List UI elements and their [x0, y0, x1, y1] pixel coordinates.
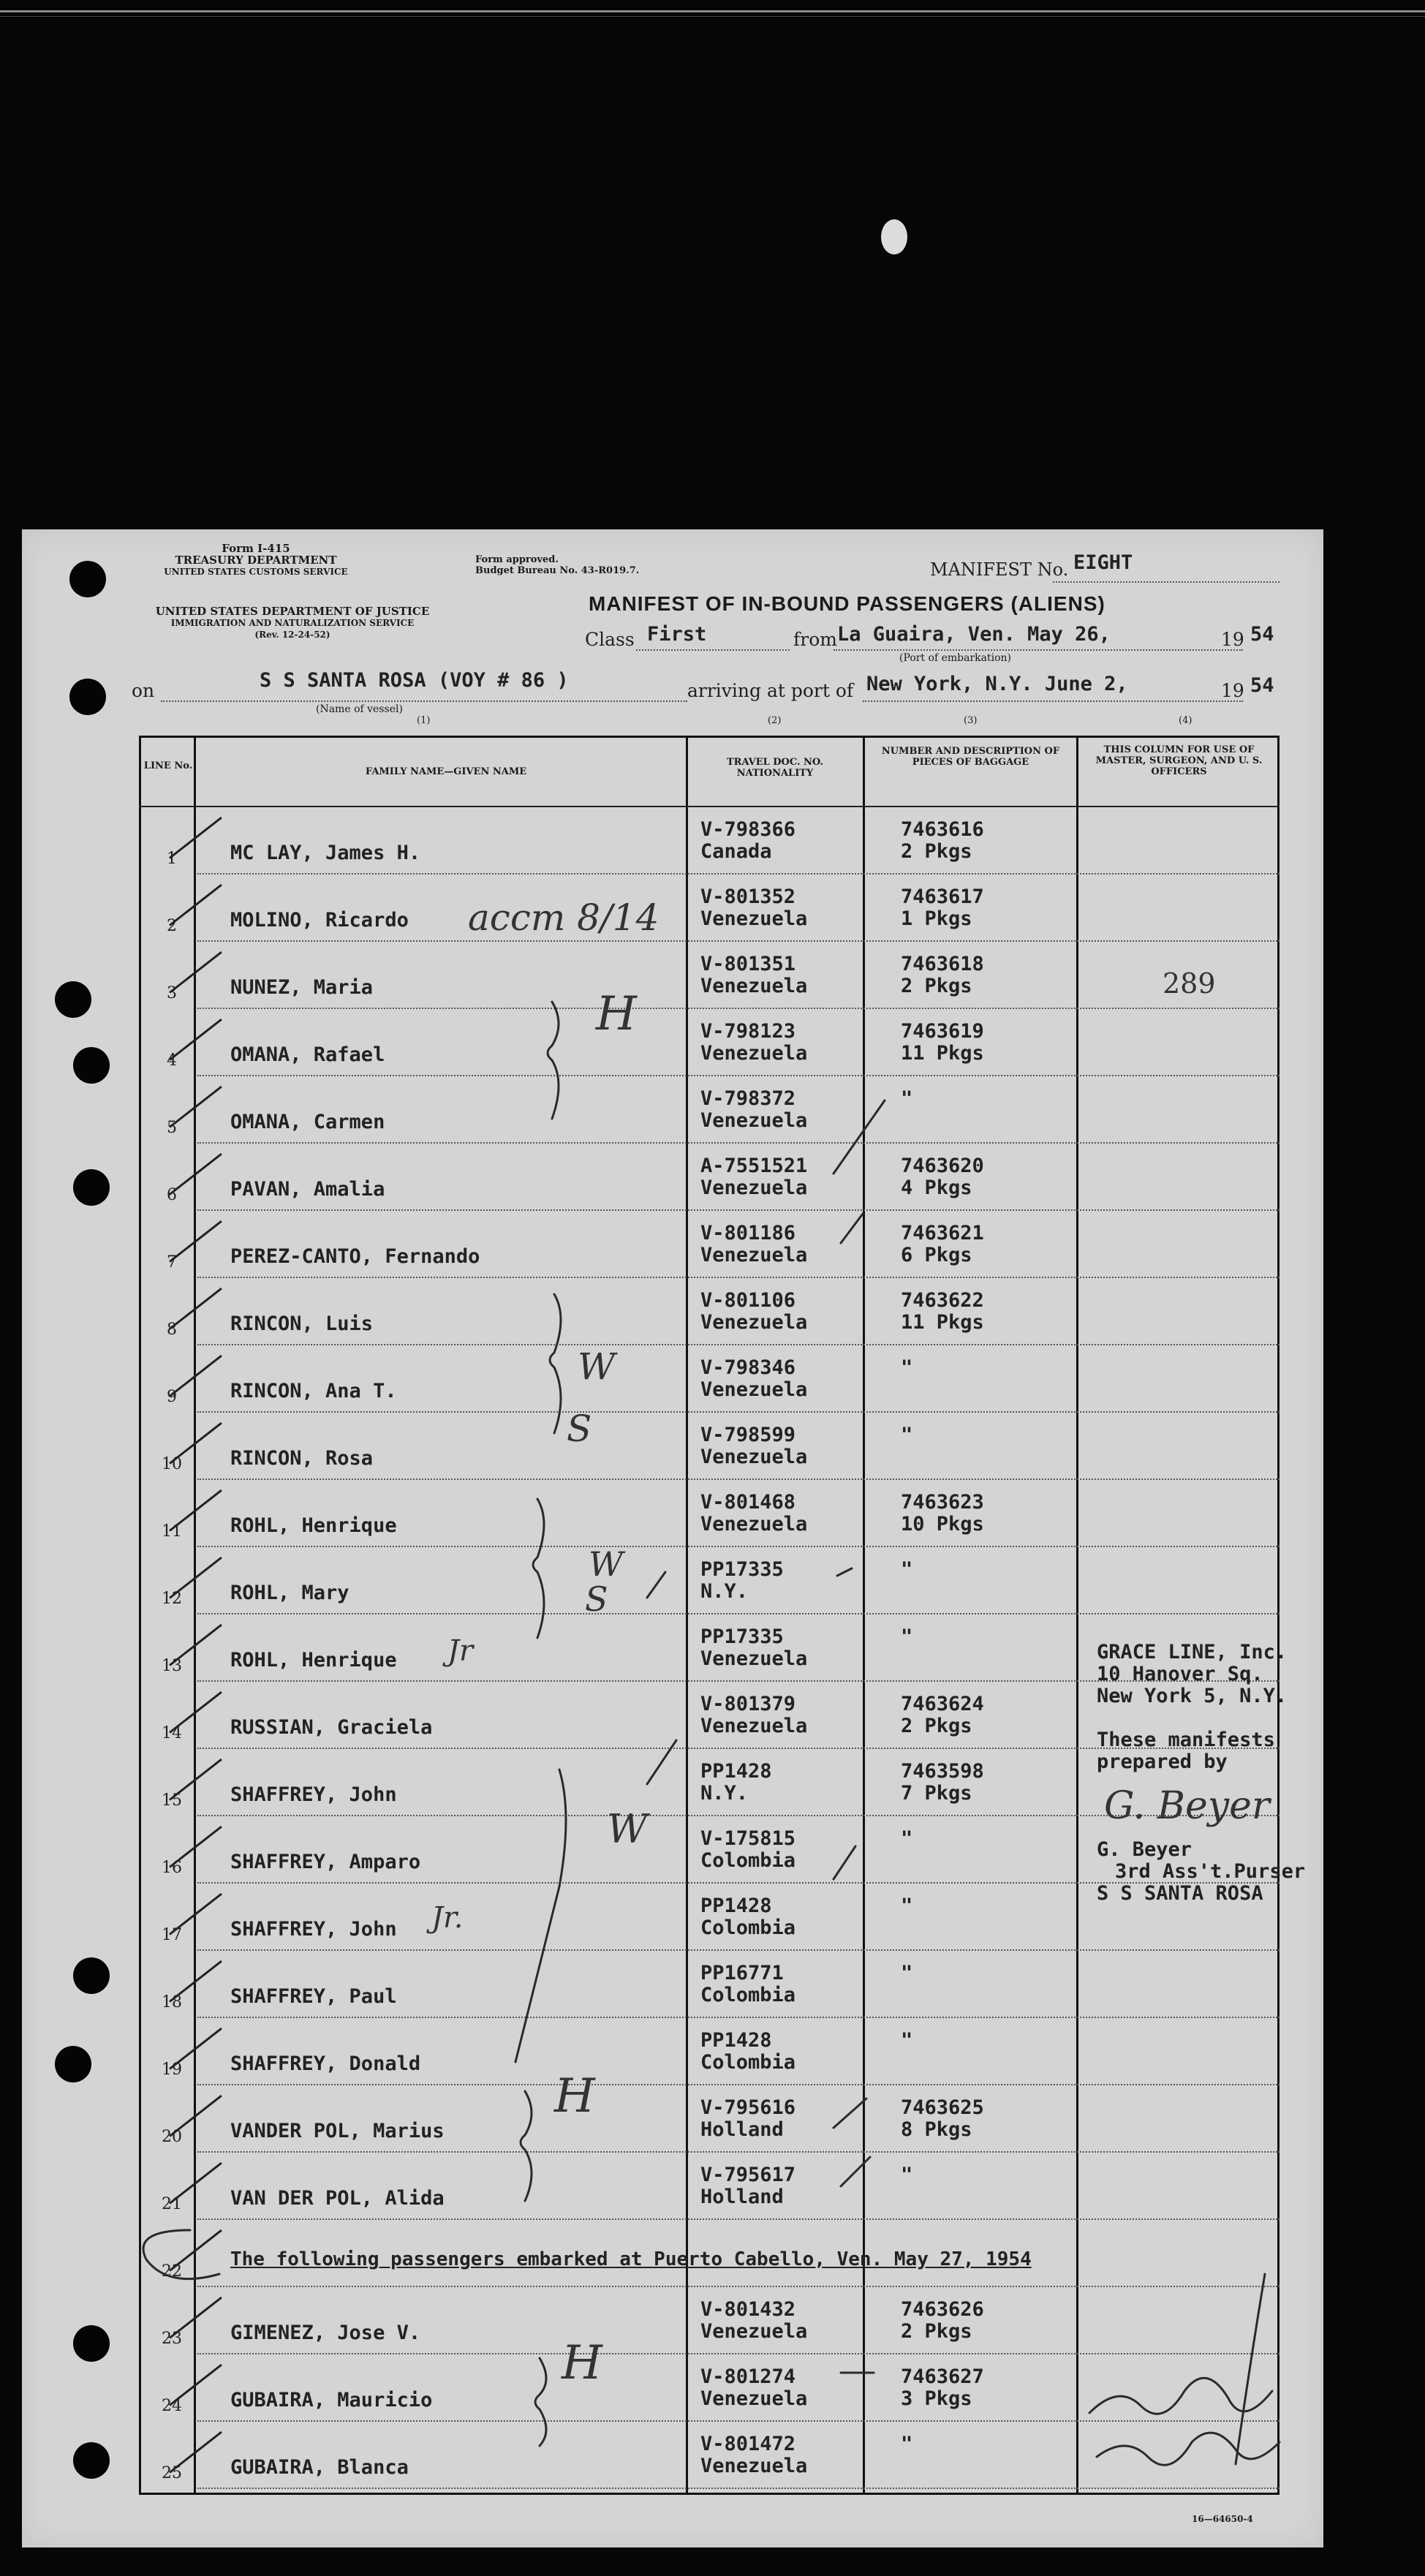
travel-doc-number: V-801468 [700, 1491, 796, 1514]
passenger-name: MOLINO, Ricardo [230, 909, 409, 932]
travel-doc-number: V-801274 [700, 2365, 796, 2388]
row-line-number: 24 [162, 2397, 182, 2415]
baggage-pieces: 2 Pkgs [901, 1715, 972, 1737]
passenger-name: ROHL, Mary [230, 1582, 349, 1604]
nationality: Venezuela [700, 1647, 808, 1670]
passenger-name: ROHL, Henrique [230, 1514, 397, 1537]
travel-doc-number: V-801351 [700, 953, 796, 975]
row-line-number: 20 [162, 2128, 182, 2146]
passenger-name: SHAFFREY, Donald [230, 2052, 421, 2075]
manifest-no-value: EIGHT [1073, 551, 1133, 574]
passenger-name: SHAFFREY, John [230, 1783, 397, 1806]
check-mark [647, 1740, 676, 1784]
budget-bureau: Budget Bureau No. 43-R019.7. [475, 565, 640, 576]
vessel-name: S S SANTA ROSA (VOY # 86 ) [260, 669, 569, 692]
travel-doc-number: V-795617 [700, 2164, 796, 2186]
row-line-number: 7 [167, 1253, 177, 1272]
footer-code: 16—64650-4 [1192, 2514, 1253, 2524]
bracket-mark [535, 2358, 546, 2446]
on-label: on [132, 680, 155, 701]
ins-service: IMMIGRATION AND NATURALIZATION SERVICE [170, 618, 415, 628]
vessel-note: (Name of vessel) [316, 703, 403, 715]
travel-doc-number: V-801352 [700, 885, 796, 908]
baggage-pieces: 4 Pkgs [901, 1176, 972, 1199]
baggage-number: 7463621 [901, 1222, 984, 1244]
manifest-title: MANIFEST OF IN-BOUND PASSENGERS (ALIENS) [589, 592, 1105, 615]
handwritten-jr-mark: Jr. [431, 1901, 464, 1935]
from-year: 54 [1250, 623, 1274, 646]
baggage-number: " [901, 1625, 913, 1648]
arrival-year: 54 [1250, 674, 1274, 697]
passenger-name: MC LAY, James H. [230, 842, 421, 864]
row-line-number: 25 [162, 2464, 182, 2482]
nationality: Venezuela [700, 907, 808, 930]
embarkation-note: (Port of embarkation) [899, 652, 1011, 664]
check-mark [841, 1214, 863, 1243]
arrival-year-prefix: 19 [1221, 680, 1244, 701]
handwritten-w-mark: W [589, 1544, 624, 1584]
check-mark [834, 1846, 855, 1879]
baggage-number: " [901, 2433, 913, 2455]
passenger-name: GIMENEZ, Jose V. [230, 2322, 421, 2344]
baggage-number: 7463626 [901, 2298, 984, 2321]
check-mark [647, 1572, 665, 1598]
handwritten-h-mark: H [562, 2336, 602, 2390]
row-line-number: 3 [167, 984, 177, 1002]
column-number-2: (2) [768, 715, 782, 726]
baggage-number: 7463618 [901, 953, 984, 975]
nationality: Venezuela [700, 975, 808, 997]
nationality: Colombia [700, 2051, 796, 2074]
baggage-number: 7463627 [901, 2365, 984, 2388]
header-name: FAMILY NAME—GIVEN NAME [365, 766, 527, 777]
nationality: Colombia [700, 1849, 796, 1872]
travel-doc-number: PP17335 [700, 1558, 784, 1581]
agent-line-6: G. Beyer [1097, 1838, 1192, 1861]
row-line-number: 6 [167, 1186, 177, 1204]
nationality: Venezuela [700, 1311, 808, 1334]
baggage-number: 7463622 [901, 1289, 984, 1312]
passenger-name: RINCON, Ana T. [230, 1380, 397, 1402]
baggage-pieces: 11 Pkgs [901, 1311, 984, 1334]
nationality: Venezuela [700, 1446, 808, 1468]
travel-doc-number: V-801472 [700, 2433, 796, 2455]
baggage-number: 7463620 [901, 1155, 984, 1177]
passenger-name: OMANA, Carmen [230, 1111, 385, 1133]
travel-doc-number: V-801186 [700, 1222, 796, 1244]
row-line-number: 21 [162, 2195, 182, 2213]
row-line-number: 18 [162, 1993, 182, 2012]
passenger-name: VAN DER POL, Alida [230, 2187, 445, 2210]
agent-line-3: New York 5, N.Y. [1097, 1685, 1288, 1707]
agent-line-8: S S SANTA ROSA [1097, 1882, 1263, 1905]
agent-line-5: prepared by [1097, 1750, 1228, 1773]
check-mark [834, 1100, 885, 1174]
nationality: Venezuela [700, 2320, 808, 2343]
scribble-mark [1097, 2433, 1280, 2465]
form-approved: Form approved. [475, 554, 559, 565]
baggage-number: " [901, 2029, 913, 2052]
passenger-name: GUBAIRA, Mauricio [230, 2389, 433, 2411]
header-line-no: LINE No. [143, 760, 193, 771]
bracket-mark [550, 1294, 561, 1433]
nationality: Venezuela [700, 1176, 808, 1199]
row-line-number: 16 [162, 1859, 182, 1877]
baggage-number: " [901, 1087, 913, 1110]
circle-mark [143, 2230, 219, 2279]
row-line-number: 15 [162, 1791, 182, 1810]
nationality: Venezuela [700, 1042, 808, 1065]
baggage-number: 7463598 [901, 1760, 984, 1783]
baggage-pieces: 7 Pkgs [901, 1782, 972, 1805]
baggage-number: " [901, 2164, 913, 2186]
nationality: Venezuela [700, 1513, 808, 1536]
travel-doc-number: V-801379 [700, 1693, 796, 1715]
baggage-pieces: 6 Pkgs [901, 1244, 972, 1266]
customs-service: UNITED STATES CUSTOMS SERVICE [164, 567, 348, 577]
handwritten-w-mark: W [607, 1806, 648, 1852]
baggage-pieces: 10 Pkgs [901, 1513, 984, 1536]
header-officers: THIS COLUMN FOR USE OF MASTER, SURGEON, AND U. S. OFFICERS [1095, 744, 1263, 777]
baggage-pieces: 2 Pkgs [901, 975, 972, 997]
manifest-no-label: MANIFEST No. [930, 559, 1069, 580]
passenger-name: OMANA, Rafael [230, 1043, 385, 1066]
passenger-name: SHAFFREY, Paul [230, 1985, 397, 2008]
justice-department: UNITED STATES DEPARTMENT OF JUSTICE [155, 605, 430, 618]
passenger-name: VANDER POL, Marius [230, 2120, 445, 2142]
check-mark [841, 2157, 870, 2186]
baggage-number: " [901, 1962, 913, 1984]
class-value: First [647, 623, 707, 646]
row-line-number: 1 [167, 850, 177, 868]
column-number-1: (1) [417, 715, 431, 726]
form-number: Form I-415 [222, 542, 290, 555]
handwritten-h-mark: H [554, 2069, 595, 2123]
row-line-number: 9 [167, 1388, 177, 1406]
travel-doc-number: V-795616 [700, 2096, 796, 2119]
baggage-number: 7463617 [901, 885, 984, 908]
row-line-number: 14 [162, 1724, 182, 1742]
nationality: Colombia [700, 1916, 796, 1939]
handwritten-jr-mark: Jr [447, 1634, 474, 1668]
agent-line-1: GRACE LINE, Inc. [1097, 1641, 1288, 1663]
baggage-pieces: 3 Pkgs [901, 2387, 972, 2410]
travel-doc-number: V-175815 [700, 1827, 796, 1850]
agent-line-7: 3rd Ass't.Purser [1115, 1860, 1306, 1883]
baggage-number: " [901, 1558, 913, 1581]
from-year-prefix: 19 [1221, 629, 1244, 650]
row-line-number: 11 [162, 1522, 182, 1541]
nationality: Holland [700, 2118, 784, 2141]
row-line-number: 19 [162, 2061, 182, 2079]
passenger-name: RINCON, Rosa [230, 1447, 374, 1470]
baggage-number: " [901, 1356, 913, 1379]
travel-doc-number: V-798599 [700, 1424, 796, 1446]
arriving-label: arriving at port of [687, 680, 854, 701]
nationality: Venezuela [700, 1244, 808, 1266]
row-line-number: 8 [167, 1321, 177, 1339]
travel-doc-number: V-798366 [700, 818, 796, 841]
class-label: Class [585, 629, 635, 650]
check-mark [834, 2099, 866, 2128]
passenger-name: SHAFFREY, John [230, 1918, 397, 1941]
officer-number: 289 [1163, 967, 1216, 1000]
travel-doc-number: A-7551521 [700, 1155, 808, 1177]
travel-doc-number: V-801432 [700, 2298, 796, 2321]
from-value: La Guaira, Ven. May 26, [837, 623, 1111, 646]
nationality: Colombia [700, 1984, 796, 2006]
travel-doc-number: V-798372 [700, 1087, 796, 1110]
row-line-number: 2 [167, 917, 177, 935]
row-line-number: 4 [167, 1051, 177, 1070]
handwritten-s-mark: S [567, 1408, 592, 1450]
passenger-name: PAVAN, Amalia [230, 1178, 385, 1201]
embark-note-line: The following passengers embarked at Puerto Cabello, Ven. May 27, 1954 [230, 2248, 1032, 2270]
row-line-number: 5 [167, 1119, 177, 1137]
form-revision: (Rev. 12-24-52) [254, 630, 330, 640]
passenger-name: SHAFFREY, Amparo [230, 1851, 421, 1873]
row-line-number: 12 [162, 1590, 182, 1608]
row-line-number: 13 [162, 1657, 182, 1675]
baggage-number: 7463624 [901, 1693, 984, 1715]
baggage-pieces: 2 Pkgs [901, 840, 972, 863]
baggage-number: 7463616 [901, 818, 984, 841]
nationality: Venezuela [700, 1378, 808, 1401]
nationality: Venezuela [700, 2455, 808, 2477]
travel-doc-number: V-798346 [700, 1356, 796, 1379]
scribble-mark [1236, 2274, 1265, 2464]
header-baggage: NUMBER AND DESCRIPTION OF PIECES OF BAGGAGE [881, 746, 1060, 768]
agent-line-2: 10 Hanover Sq. [1097, 1663, 1263, 1685]
nationality: N.Y. [700, 1580, 749, 1603]
header-doc: TRAVEL DOC. NO. NATIONALITY [726, 757, 824, 779]
purser-signature: G. Beyer [1104, 1784, 1270, 1828]
travel-doc-number: PP1428 [700, 1760, 772, 1783]
nationality: Venezuela [700, 1715, 808, 1737]
baggage-number: " [901, 1827, 913, 1850]
handwritten-accm-note: accm 8/14 [468, 896, 659, 939]
travel-doc-number: PP16771 [700, 1962, 784, 1984]
row-line-number: 17 [162, 1926, 182, 1944]
travel-doc-number: PP1428 [700, 1895, 772, 1917]
passenger-name: NUNEZ, Maria [230, 976, 374, 999]
column-number-4: (4) [1179, 715, 1192, 726]
baggage-number: 7463623 [901, 1491, 984, 1514]
bracket-mark [548, 1002, 559, 1119]
passenger-name: RUSSIAN, Graciela [230, 1716, 433, 1739]
row-line-number: 23 [162, 2330, 182, 2348]
treasury-department: TREASURY DEPARTMENT [175, 554, 337, 567]
travel-doc-number: PP17335 [700, 1625, 784, 1648]
row-line-number: 22 [162, 2262, 182, 2281]
nationality: N.Y. [700, 1782, 749, 1805]
agent-line-4: These manifests [1097, 1729, 1275, 1751]
baggage-pieces: 11 Pkgs [901, 1042, 984, 1065]
handwritten-s-mark: S [585, 1579, 608, 1619]
passenger-name: PEREZ-CANTO, Fernando [230, 1245, 480, 1268]
row-line-number: 10 [162, 1455, 182, 1473]
handwritten-h-mark: H [596, 987, 637, 1041]
bracket-mark [521, 2091, 532, 2201]
nationality: Holland [700, 2186, 784, 2208]
nationality: Venezuela [700, 2387, 808, 2410]
baggage-number: " [901, 1895, 913, 1917]
bracket-mark [533, 1499, 544, 1638]
handwritten-w-mark: W [578, 1345, 616, 1388]
bracket-mark [515, 1769, 566, 2062]
check-mark [837, 1568, 852, 1576]
travel-doc-number: PP1428 [700, 2029, 772, 2052]
travel-doc-number: V-801106 [700, 1289, 796, 1312]
baggage-pieces: 2 Pkgs [901, 2320, 972, 2343]
baggage-number: " [901, 1424, 913, 1446]
passenger-name: RINCON, Luis [230, 1312, 374, 1335]
arrival-value: New York, N.Y. June 2, [866, 673, 1128, 695]
travel-doc-number: V-798123 [700, 1020, 796, 1043]
baggage-number: 7463619 [901, 1020, 984, 1043]
nationality: Canada [700, 840, 772, 863]
passenger-name: ROHL, Henrique [230, 1649, 397, 1672]
baggage-number: 7463625 [901, 2096, 984, 2119]
column-number-3: (3) [964, 715, 978, 726]
from-label: from [793, 629, 837, 650]
baggage-pieces: 8 Pkgs [901, 2118, 972, 2141]
baggage-pieces: 1 Pkgs [901, 907, 972, 930]
passenger-name: GUBAIRA, Blanca [230, 2456, 409, 2479]
nationality: Venezuela [700, 1109, 808, 1132]
